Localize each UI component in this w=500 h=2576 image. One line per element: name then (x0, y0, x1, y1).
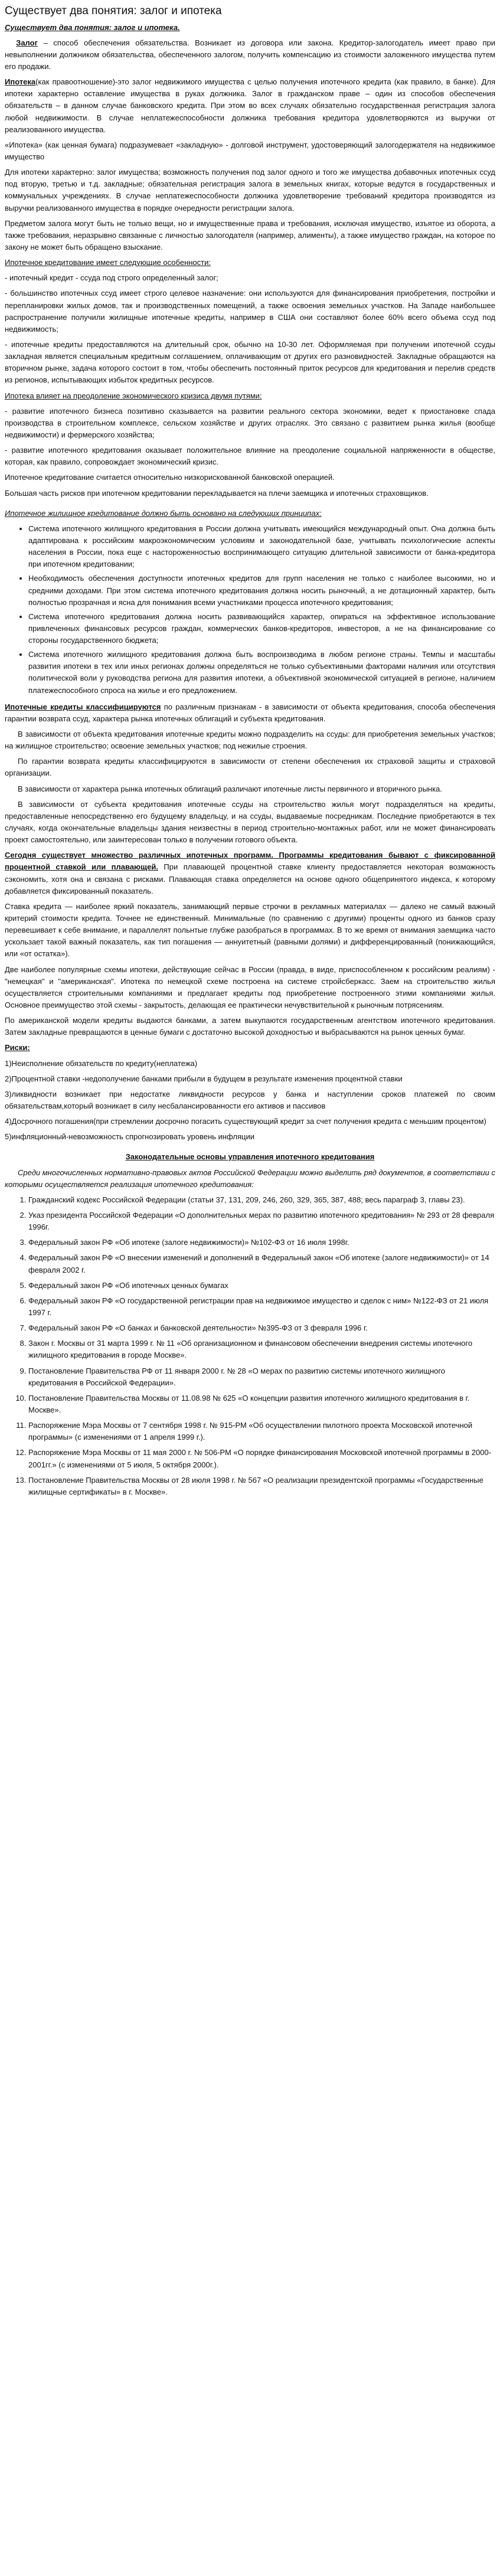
rate-paragraph: Ставка кредита — наиболее яркий показатель, занимающий первые строчки в рекламных материалах — далеко не самый важный критерий стоимости кредита. Точнее не единственный. Минимальные (по сравнению с другими) проценты одного из банков сразу перевешивает к себе внимание, и параллелят польнтые глубже разобраться в программах. В то же время от внимания заемщика часто ускользает такой важный показатель, как тип погашения — аннуитетный (равными долями) и дифференцированный (понижающийся, или «от остатка»). (5, 901, 495, 959)
legal-item: 9. Постановление Правительства РФ от 11 января 2000 г. № 28 «О мерах по развитию системы ипотечного жилищного кредитования в Российской Федерации». (28, 1365, 495, 1389)
term-mortgage: Ипотека (5, 77, 36, 87)
features-heading: Ипотечное кредитование имеет следующие особенности: (5, 258, 211, 267)
definition-mortgage-text: (как правоотношение)-это залог недвижимого имущества с целью получения ипотечного кредита (как правило, в банке). Для ипотеки характерно оставление имущества в руках должника. Залог в гражданском праве – один из способов обеспечения обязательств – в данном случае банковского кредита. При этом во всех случаях обязательно государственная регистрация залога любой недвижимости. В случае неплатежеспособности должника требования кредитора удовлетворяются из выручки от реализованного имущества. (5, 77, 495, 134)
risks-heading: Риски: (5, 1043, 30, 1052)
classification-lead: Ипотечные кредиты классифицируются (5, 702, 161, 711)
principles-heading: Ипотечное жилищное кредитование должно быть основано на следующих принципах: (5, 508, 322, 518)
legal-item: 11. Распоряжение Мэра Москвы от 7 сентября 1998 г. № 915-РМ «Об осуществлении пилотного проекта Московской ипотечной программы» (с изменениями от 1 апреля 1999 г.). (28, 1420, 495, 1443)
legal-item: 7. Федеральный закон РФ «О банках и банковской деятельности» №395-ФЗ от 3 февраля 1996 г. (28, 1322, 495, 1334)
influence-note: Большая часть рисков при ипотечном кредитовании перекладывается на плечи заемщика и ипотечных страховщиков. (5, 488, 429, 498)
principle-item: • Система ипотечного жилищного кредитования должна быть воспроизводима в любом регионе страны. Темпы и масштабы развития ипотеки в тех или иных регионах должны определяться не только субъективными факторами наличия или отсутствия политической воли у руководства региона для развития ипотеки, а объективной экономической ситуацией в регионе, наличием платежеспособного спроса на жилье и его предложением. (28, 649, 495, 697)
legal-item: 13. Постановление Правительства Москвы от 28 июля 1998 г. № 567 «О реализации президентской программы «Государственные жилищные сертификаты» в г. Москве». (28, 1475, 495, 1498)
legal-list (5, 1194, 495, 1498)
feature-item: - большинство ипотечных ссуд имеет строго целевое назначение: они используются для финансирования приобретения, постройки и перепланировки жилых домов, так и производственных помещений, а также освоения земельных участков. На Западе наибольшее распространение получили жилищные ипотечные кредиты, например в США они составляют более 60% всего объема ссуд под недвижимость; (5, 289, 495, 334)
classification-subject: В зависимости от субъекта кредитования ипотечные ссуды на строительство жилья могут подразделяться на кредиты, предоставленные непосредственно его будущему владельцу, и на ссуды, выдаваемые посредникам. Последние приобретаются в тех случаях, когда окончательные владельцы здания неизвестны в период строительно-монтажных работ, или не может финансировать проект самостоятельно, или заинтересован только в получении готового объекта. (5, 799, 495, 845)
legal-item: 10. Постановление Правительства Москвы от 11.08.98 № 625 «О концепции развития ипотечного жилищного кредитования в г. Москве». (28, 1392, 495, 1416)
american-model-paragraph: По американской модели кредиты выдаются банками, а затем выкупаются государственным агентством ипотечного кредитования. Затем закладные превращаются в ценные бумаги с достаточно высокой доходностью и выбрасываются на рынок ценных бумаг. (5, 1016, 495, 1037)
risk-item: 3)ликвидности возникает при недостатке ликвидности ресурсов у банка и наступлении сроков платежей по своим обязательствам,который возникает в силу несбалансированности его активов и пассивов (5, 1089, 495, 1110)
legal-item: 5. Федеральный закон РФ «Об ипотечных ценных бумагах (28, 1280, 495, 1292)
principle-item: • Необходимость обеспечения доступности ипотечных кредитов для групп населения не только с наиболее высокими, но и средними доходами. При этом система ипотечного кредитования должна носить рыночный, а не дотационный характер, быть полностью прозрачная и ясна для понимания всеми участниками процесса ипотечного кредитования; (28, 573, 495, 608)
risk-item: 2)Процентной ставки -недополучение банками прибыли в будущем в результате изменения процентной ставки (5, 1074, 403, 1083)
classification-text: по различным признакам - в зависимости от объекта кредитования, способа обеспечения гарантии возврата ссуд, характера рынка ипотечных облигаций и субъекта кредитования. (5, 702, 495, 723)
legal-item: 8. Закон г. Москвы от 31 марта 1999 г. № 11 «Об организационном и финансовом обеспечении внедрения системы ипотечного жилищного кредитования в городе Москве». (28, 1338, 495, 1361)
feature-item: - ипотечные кредиты предоставляются на длительный срок, обычно на 10-30 лет. Оформляемая при получении ипотечной ссуды закладная является специальным кредитным соглашением, оплачивающим от других его разновидностей. Закладные обращаются на вторичном рынке, задача которого состоит в том, чтобы обеспечить постоянный приток ресурсов для кредитования и перелив средств из регионов, испытывающих избыток кредитных ресурсов. (5, 339, 495, 385)
legal-item: 6. Федеральный закон РФ «О государственной регистрации прав на недвижимое имущество и сделок с ним» №122-ФЗ от 21 июля 1997 г. (28, 1295, 495, 1319)
legal-item: 1. Гражданский кодекс Российской Федерации (статьи 37, 131, 209, 246, 260, 329, 365, 387, 488; весь параграф 3, главы 23). (28, 1194, 495, 1206)
classification-guarantee: По гарантии возврата кредиты классифицируются в зависимости от степени обеспечения их страховой защиты и страховой организации. (5, 757, 495, 778)
legal-item: 4. Федеральный закон РФ «О внесении изменений и дополнений в Федеральный закон «Об ипотеке (залоге недвижимости)» от 14 февраля 2002 г. (28, 1252, 495, 1276)
principles-list (5, 523, 495, 697)
legal-item: 3. Федеральный закон РФ «Об ипотеке (залоге недвижимости)» №102-ФЗ от 16 июля 1998г. (28, 1237, 495, 1248)
programs-heading: Сегодня существует множество различных ипотечных программ. Программы кредитования бывают с фиксированной процентной ставкой или плавающей. (5, 851, 495, 872)
feature-item: - ипотечный кредит - ссуда под строго определенный залог; (5, 273, 218, 283)
definition-mortgage (5, 76, 495, 136)
mortgage-security-paragraph: «Ипотека» (как ценная бумага) подразумевает «закладную» - долговой инструмент, удостоверяющий залогодержателя на недвижимое имущество (5, 140, 495, 161)
classification-object: В зависимости от объекта кредитования ипотечные кредиты можно подразделить на ссуды: для приобретения земельных участков; на жилищное строительство; освоение земельных участков; под нежилые строения. (5, 730, 495, 751)
legal-heading: Законодательные основы управления ипотечного кредитования (125, 1152, 375, 1162)
programs-text: При плавающей процентной ставке клиенту предоставляется некоторая возможность сэкономить, хотя она и связана с рисками. Плавающая ставка определяется на основе одного общепринятого индекса, к которому добавляется фиксированный показатель. (5, 862, 495, 895)
influence-heading: Ипотека влияет на преодоление экономического кризиса двумя путями: (5, 391, 262, 400)
legal-intro: Среди многочисленных нормативно-правовых актов Российской Федерации можно выделить ряд документов, в соответствии с которыми осуществляется реализация ипотечного кредитования: (5, 1168, 495, 1189)
definition-pledge-text: – способ обеспечения обязательства. Возникает из договора или закона. Кредитор-залогодатель имеет право при невыполнении должником обязательства, обеспеченного залогом, получить компенсацию из стоимости заложенного имущества путем его продажи. (5, 38, 495, 71)
influence-note: Ипотечное кредитование считается относительно низкорискованной банковской операцией. (5, 473, 335, 482)
definition-pledge (5, 37, 495, 73)
classification-paragraph (5, 701, 495, 725)
page-title: Существует два понятия: залог и ипотека (5, 5, 222, 17)
schemes-paragraph: Две наиболее популярные схемы ипотеки, действующие сейчас в России (правда, в виде, приспособленном к российским реалиям) - "немецкая" и "американская". Ипотека по немецкой схеме построена на системе стройсберкасс. Заем на строительство жилья осуществляется строительными компаниями и предлагает кредиты под приобретение построенного этими компаниями жилья. Основное преимущество этой схемы - закрытость, делающая ее практически нечувствительной к рыночным потрясениям. (5, 965, 495, 1009)
principle-item: • Система ипотечного кредитования должна носить развивающийся характер, опираться на эффективное использование привлеченных финансовых ресурсов граждан, коммерческих банков-кредиторов, инвесторов, а не на финансирование со стороны государственного бюджета; (28, 611, 495, 646)
risk-item: 1)Неисполнение обязательств по кредиту(неплатежа) (5, 1058, 198, 1068)
subtitle: Существует два понятия: залог и ипотека. (5, 22, 180, 32)
legal-item: 2. Указ президента Российской Федерации «О дополнительных мерах по развитию ипотечного кредитования» № 293 от 28 февраля 1996г. (28, 1209, 495, 1233)
classification-market: В зависимости от характера рынка ипотечных облигаций различают ипотечные листы первичного и вторичного рынка. (18, 784, 442, 793)
legal-item: 12. Распоряжение Мэра Москвы от 11 мая 2000 г. № 506-РМ «О порядке финансирования Московской ипотечной программы в 2000-2001гг.» (с изменениями от 5 июля, 5 октября 2000г.). (28, 1447, 495, 1470)
programs-paragraph (5, 849, 495, 897)
risk-item: 4)Досрочного погашения(при стремлении досрочно погасить существующий кредит за счет получения кредита с меньшим процентом) (5, 1117, 486, 1126)
influence-item: - развитие ипотечного бизнеса позитивно сказывается на развитии реального сектора экономики, ведет к приостановке спада производства в строительном комплексе, сельском хозяйстве и других отраслях. Это связано с развитием рынка жилья (вообще недвижимости) и фермерского хозяйства; (5, 406, 495, 439)
principle-item: • Система ипотечного жилищного кредитования в России должна учитывать имеющийся международный опыт. Она должна быть адаптирована к российским макроэкономическим условиям и законодательной базе, учитывать психологические аспекты населения в России, пока еще с настороженностью воспринимающего ситуацию длительной зависимости от банка-кредитора при ипотечном кредитовании; (28, 523, 495, 571)
mortgage-features-paragraph: Для ипотеки характерно: залог имущества; возможность получения под залог одного и того же имущества добавочных ипотечных ссуд под вторую, третью и т.д. закладные; обязательная регистрация залога в земельных книгах, которые ведутся в государственных и коммунальных учреждениях. В случае неплатежеспособности должника удовлетворение требований кредитора производятся из выручки реализованного имущества в порядке очередности регистрации залога. (5, 168, 495, 213)
term-pledge: Залог (16, 38, 38, 47)
pledge-subject-paragraph: Предметом залога могут быть не только вещи, но и имущественные права и требования, исключая имущество, изъятое из оборота, а также требования, неразрывно связанные с личностью залогодателя (например, алименты), а также имущество граждан, на которое по закону не может быть обращено взыскание. (5, 218, 495, 251)
influence-item: - развитие ипотечного кредитования оказывает положительное влияние на преодоление социальной напряженности в обществе, которая, как правило, сопровождает экономический кризис. (5, 446, 495, 467)
risk-item: 5)инфляционный-невозможность спрогнозировать уровень инфляции (5, 1132, 254, 1142)
